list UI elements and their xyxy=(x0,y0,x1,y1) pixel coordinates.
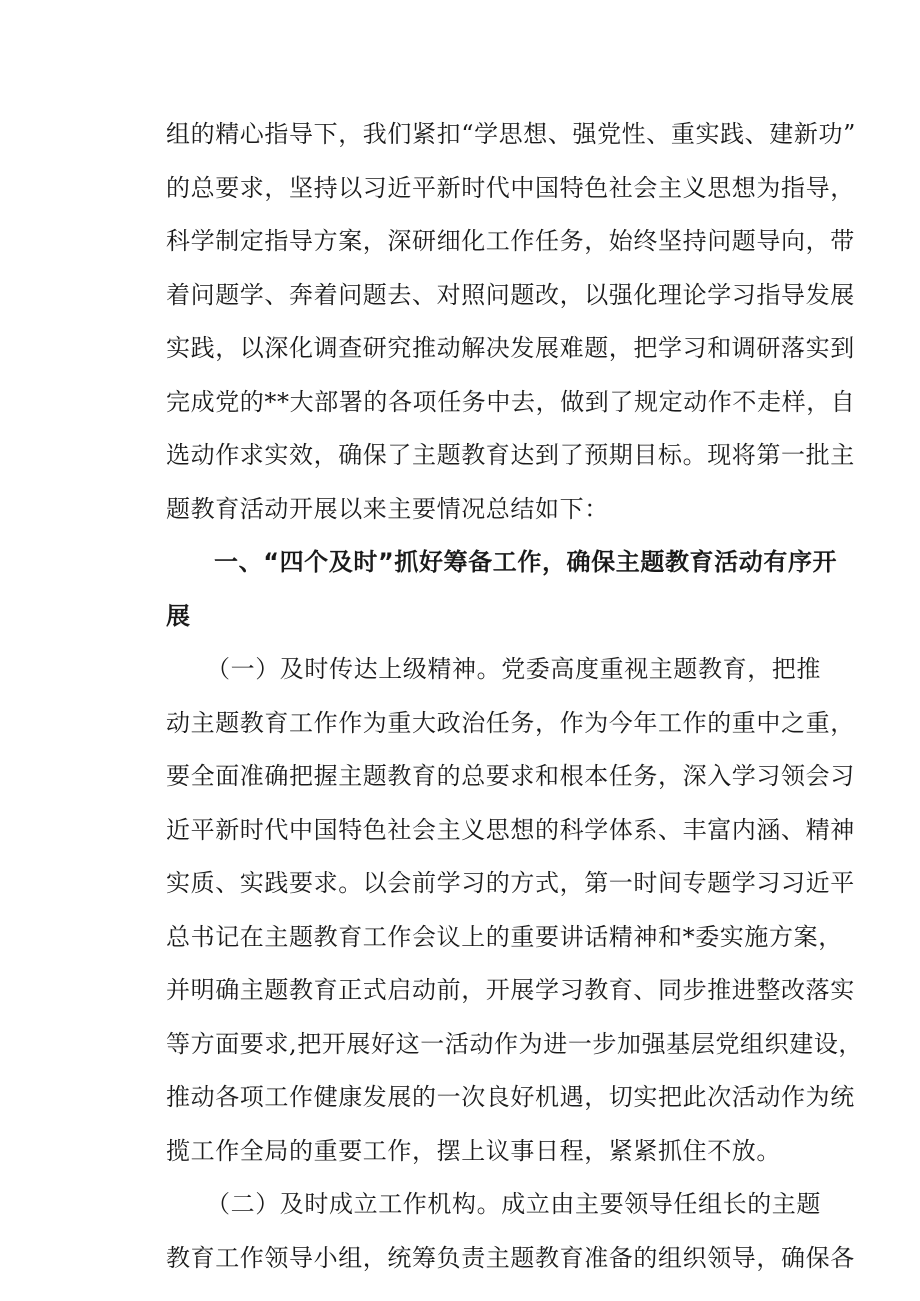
text-line: 题教育活动开展以来主要情况总结如下： xyxy=(166,494,609,523)
paragraph-section-2 xyxy=(166,1178,855,1285)
text-line: （一）及时传达上级精神。党委高度重视主题教育，把推 xyxy=(206,655,821,683)
section-heading-1 xyxy=(166,536,838,643)
text-line: 选动作求实效，确保了主题教育达到了预期目标。现将第一批主 xyxy=(166,441,855,469)
heading-line: 展 xyxy=(166,601,191,630)
text-line: 组的精心指导下，我们紧扣“学思想、强党性、重实践、建新功” xyxy=(166,120,856,148)
text-line: 完成党的**大部署的各项任务中去，做到了规定动作不走样，自 xyxy=(166,387,856,416)
text-line: 近平新时代中国特色社会主义思想的科学体系、丰富内涵、精神 xyxy=(166,815,855,844)
text-line: 揽工作全局的重要工作，摆上议事日程，紧紧抓住不放。 xyxy=(166,1136,781,1165)
heading-line: 一、“四个及时”抓好筹备工作，确保主题教育活动有序开 xyxy=(214,548,838,576)
text-line: 科学制定指导方案，深研细化工作任务，始终坚持问题导向，带 xyxy=(166,227,855,255)
text-line: 着问题学、奔着问题去、对照问题改，以强化理论学习指导发展 xyxy=(166,280,855,309)
text-line: 总书记在主题教育工作会议上的重要讲话精神和*委实施方案， xyxy=(166,922,843,951)
text-line: 推动各项工作健康发展的一次良好机遇，切实把此次活动作为统 xyxy=(166,1083,855,1111)
text-line: 等方面要求,把开展好这一活动作为进一步加强基层党组织建设， xyxy=(166,1029,864,1058)
text-line: 的总要求，坚持以习近平新时代中国特色社会主义思想为指导， xyxy=(166,173,855,202)
document-body xyxy=(166,108,864,1285)
paragraph-section-1 xyxy=(166,643,864,1178)
text-line: 实质、实践要求。以会前学习的方式，第一时间专题学习习近平 xyxy=(166,869,855,897)
text-line: 教育工作领导小组，统筹负责主题教育准备的组织领导，确保各 xyxy=(166,1243,855,1272)
paragraph-intro xyxy=(166,108,856,536)
text-line: 要全面准确把握主题教育的总要求和根本任务，深入学习领会习 xyxy=(166,762,855,790)
text-line: 动主题教育工作作为重大政治任务，作为今年工作的重中之重， xyxy=(166,708,855,737)
text-line: （二）及时成立工作机构。成立由主要领导任组长的主题 xyxy=(206,1190,821,1218)
text-line: 并明确主题教育正式启动前，开展学习教育、同步推进整改落实 xyxy=(166,976,855,1004)
text-line: 实践，以深化调查研究推动解决发展难题，把学习和调研落实到 xyxy=(166,334,855,362)
